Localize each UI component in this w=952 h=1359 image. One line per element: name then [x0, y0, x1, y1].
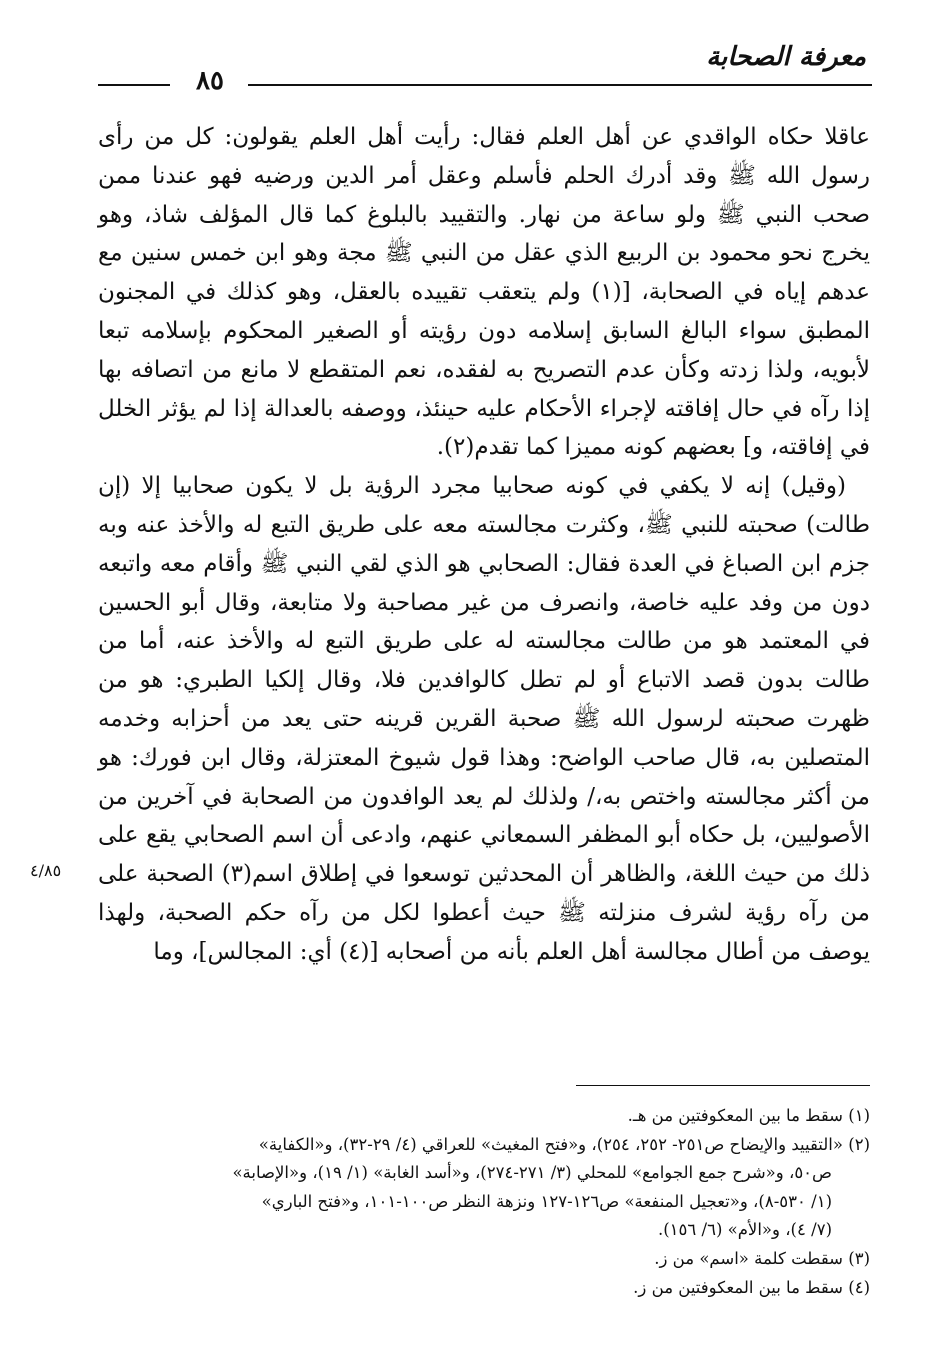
footnote-2-cont: (١/ ٥٣٠-٨)، و«تعجيل المنفعة» ص١٢٦-١٢٧ ونزهة النظر ص١٠٠-١٠١، و«فتح الباري»: [261, 1191, 832, 1211]
main-text: [98, 118, 870, 972]
running-title: معرفة الصحابة: [706, 42, 866, 72]
margin-manuscript-ref: ٤/٨٥: [30, 861, 62, 880]
footnote-3: (٣) سقطت كلمة «اسم» من ز.: [654, 1248, 870, 1268]
footnote-2: (٢) «التقييد والإيضاح ص٢٥١- ٢٥٢، ٢٥٤)، و«فتح المغيث» للعراقي (٤/ ٢٩-٣٢)، و«الكفاية»: [258, 1134, 870, 1154]
header-rule: [248, 84, 872, 86]
footnote-2-cont: (٧/ ٤)، و«الأم» (٦/ ١٥٦).: [657, 1220, 832, 1240]
footnotes: [84, 1102, 870, 1302]
footnote-separator: [576, 1085, 870, 1086]
header-rule-short: [98, 84, 170, 86]
paragraph: (وقيل) إنه لا يكفي في كونه صحابيا مجرد الرؤية بل لا يكون صحابيا إلا (إن طالت) صحبته للنبي ﷺ، وكثرت مجالسته معه على طريق التبع له والأخذ عنه وبه جزم ابن الصباغ في العدة فقال: الصحابي هو الذي لقي النبي ﷺ وأقام معه واتبعه دون من وفد عليه خاصة، وانصرف من غير مصاحبة ولا متابعة، وقال أبو الحسين في المعتمد هو من طالت مجالسته له على طريق التبع له والأخذ عنه، أما من طالت بدون قصد الاتباع أو لم تطل كالوافدين فلا، وقال إلكيا الطبري: هو من ظهرت صحبته لرسول الله ﷺ صحبة القرين قرينه حتى يعد من أحزابه وخدمه المتصلين به، قال صاحب الواضح: وهذا قول شيوخ المعتزلة، وقال ابن فورك: هو من أكثر مجالسته واختص به،/ ولذلك لم يعد الوافدون من الصحابة في آخرين من الأصوليين، بل حكاه أبو المظفر السمعاني عنهم، وادعى أن اسم الصحابي يقع على ذلك من حيث اللغة، والظاهر أن المحدثين توسعوا في إطلاق اسم(٣) الصحبة على من رآه رؤية لشرف منزلته ﷺ حيث أعطوا لكل من رآه حكم الصحبة، ولهذا يوصف من أطال مجالسة أهل العلم بأنه من أصحابه [(٤) أي: المجالس]، وما: [98, 473, 870, 965]
footnote-4: (٤) سقط ما بين المعكوفتين من ز.: [633, 1277, 870, 1297]
page-number: ٨٥: [196, 66, 224, 96]
footnote-1: (١) سقط ما بين المعكوفتين من هـ.: [627, 1106, 870, 1125]
footnote-2-cont: ص٥٠، و«شرح جمع الجوامع» للمحلي (٣/ ٢٧١-٢٧٤)، و«أسد الغابة» (١/ ١٩)، و«الإصابة»: [232, 1163, 832, 1183]
paragraph: عاقلا حكاه الواقدي عن أهل العلم فقال: رأيت أهل العلم يقولون: كل من رأى رسول الله ﷺ وقد أدرك الحلم فأسلم وعقل أمر الدين ورضيه فهو عندنا ممن صحب النبي ﷺ ولو ساعة من نهار. والتقييد بالبلوغ كما قال المؤلف شاذ، وهو يخرج نحو محمود بن الربيع الذي عقل من النبي ﷺ مجة وهو ابن خمس سنين مع عدهم إياه في الصحابة، [(١) ولم يتعقب تقييده بالعقل، وهو كذلك في المجنون المطبق سواء البالغ السابق إسلامه دون رؤيته أو الصغير المحكوم بإسلامه تبعا لأبويه، ولذا زدته وكأن عدم التصريح به لفقده، نعم المتقطع لا مانع من اتصافه بها إذا رآه في حال إفاقته لإجراء الأحكام عليه حينئذ، ووصفه بالعدالة إذا لم يؤثر الخلل في إفاقته، و] بعضهم كونه مميزا كما تقدم(٢).: [98, 124, 871, 461]
